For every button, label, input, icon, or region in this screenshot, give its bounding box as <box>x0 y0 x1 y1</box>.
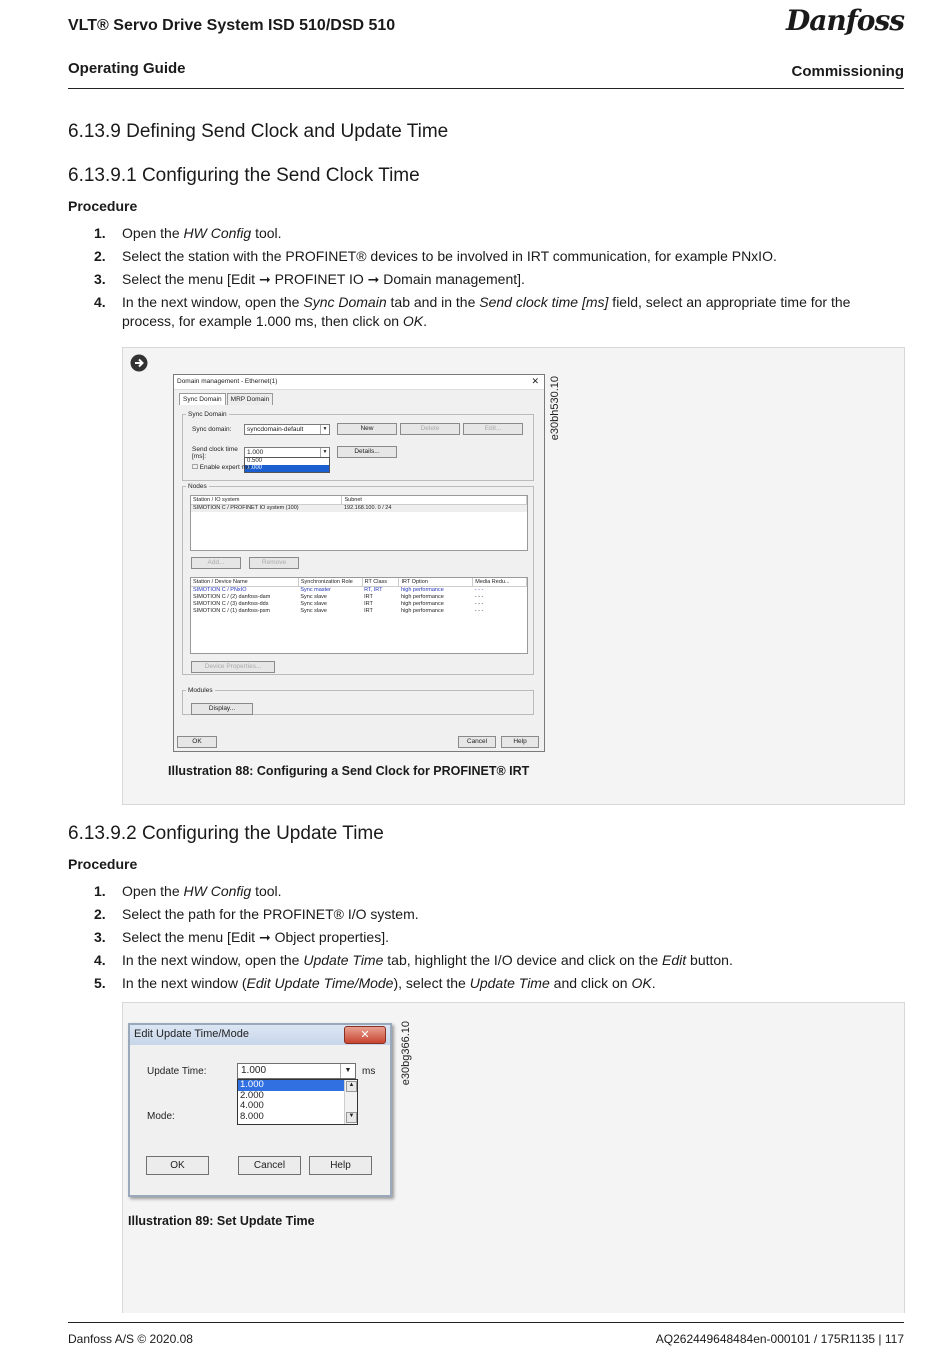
chevron-down-icon: ▼ <box>320 425 329 434</box>
cancel-button[interactable]: Cancel <box>238 1156 301 1175</box>
figure-88-caption: Illustration 88: Configuring a Send Clock for PROFINET® IRT <box>168 764 530 778</box>
delete-button[interactable]: Delete <box>400 423 460 435</box>
dropdown-option-selected[interactable]: 1.000 <box>238 1080 357 1091</box>
dialog-title: Domain management - Ethernet(1) <box>177 378 278 385</box>
footer-copyright: Danfoss A/S © 2020.08 <box>68 1332 193 1346</box>
danfoss-logo: Danfoss <box>785 4 904 37</box>
list-item: 2. Select the path for the PROFINET® I/O system. <box>94 906 419 922</box>
new-button[interactable]: New <box>337 423 397 435</box>
table-row[interactable]: SIMOTION C / PROFINET IO system (100) 192.168.100. 0 / 24 <box>191 505 527 513</box>
nodes-group: Nodes <box>182 483 534 675</box>
cancel-button[interactable]: Cancel <box>458 736 496 748</box>
unit-label: ms <box>362 1066 376 1077</box>
footer-divider <box>68 1322 904 1323</box>
domain-management-dialog <box>173 374 545 752</box>
heading-6-13-9-1: 6.13.9.1 Configuring the Send Clock Time <box>68 165 420 186</box>
header-divider <box>68 88 904 89</box>
dialog-titlebar <box>174 375 544 390</box>
dropdown-option[interactable]: 0.500 <box>247 458 263 464</box>
close-icon[interactable]: ✕ <box>344 1026 386 1044</box>
devices-table: Station / Device Name Synchronization Role RT Class IRT Option Media Redu... SIMOTION C / PNxIO Sync master RT, IRT high performance - - - SIMOTION C / (2) danfoss-dam Sync slave IRT high performance - - - SIMOTION C / (3) danfoss-dds Sync slave IRT high performance - - - SIMOTION C / (1) danfoss-psm Sync slave IRT high performance - - - <box>190 577 528 654</box>
table-row[interactable]: SIMOTION C / (1) danfoss-psm Sync slave IRT high performance - - - <box>193 608 484 614</box>
table-row[interactable]: SIMOTION C / (3) danfoss-dds Sync slave IRT high performance - - - <box>193 601 484 607</box>
sync-domain-select[interactable]: syncdomain-default ▼ <box>244 424 330 435</box>
figure-code: e30bh530.10 <box>549 376 561 441</box>
list-item: 3. Select the menu [Edit ➞ Object properties]. <box>94 929 389 945</box>
ok-button[interactable]: OK <box>146 1156 209 1175</box>
heading-6-13-9-2: 6.13.9.2 Configuring the Update Time <box>68 823 384 844</box>
update-time-label: Update Time: <box>147 1066 207 1077</box>
chevron-down-icon: ▼ <box>340 1064 355 1078</box>
dropdown-option[interactable]: 2.000 <box>240 1089 264 1101</box>
dropdown-option-selected[interactable]: 1.000 <box>245 465 329 472</box>
heading-6-13-9: 6.13.9 Defining Send Clock and Update Time <box>68 121 449 142</box>
close-icon[interactable]: ✕ <box>531 376 539 386</box>
update-time-select[interactable]: 1.000 ▼ <box>237 1063 356 1079</box>
figure-89-caption: Illustration 89: Set Update Time <box>128 1214 315 1228</box>
sync-domain-label: Sync domain: <box>192 426 232 433</box>
dropdown-option[interactable]: 8.000 <box>240 1110 264 1122</box>
remove-button[interactable]: Remove <box>249 557 299 569</box>
scroll-up-icon[interactable]: ▲ <box>346 1081 357 1092</box>
nodes-table: Station / IO system Subnet SIMOTION C / PROFINET IO system (100) 192.168.100. 0 / 24 <box>190 495 528 551</box>
section-name: Commissioning <box>791 63 904 80</box>
edit-update-time-dialog <box>128 1023 392 1197</box>
list-item: 2. Select the station with the PROFINET® devices to be involved in IRT communication, for example PNxIO. <box>94 248 777 264</box>
display-button[interactable]: Display... <box>191 703 253 715</box>
scroll-down-icon[interactable]: ▼ <box>346 1112 357 1123</box>
procedure-label-2: Procedure <box>68 856 138 872</box>
figure-88 <box>122 347 905 805</box>
chevron-down-icon: ▼ <box>320 448 329 457</box>
list-item: 4. In the next window, open the Update Time tab, highlight the I/O device and click on the Edit button. <box>94 952 733 968</box>
modules-group: Modules <box>182 687 534 715</box>
expert-mode-checkbox[interactable]: ☐ Enable expert mo <box>192 464 251 471</box>
figure-89 <box>122 1002 905 1313</box>
document-title: VLT® Servo Drive System ISD 510/DSD 510 <box>68 17 396 34</box>
procedure-label-1: Procedure <box>68 198 138 214</box>
table-row[interactable]: SIMOTION C / PNxIO Sync master RT, IRT high performance - - - <box>193 587 484 593</box>
update-time-steps <box>68 882 904 997</box>
tab-mrp-domain[interactable]: MRP Domain <box>227 393 274 405</box>
list-item: 4. In the next window, open the Sync Domain tab and in the Send clock time [ms] field, select an appropriate time for the process, for example 1.000 ms, then click on OK. <box>94 294 851 329</box>
mode-label: Mode: <box>147 1111 175 1122</box>
document-subtitle: Operating Guide <box>68 60 186 77</box>
update-time-dropdown[interactable] <box>237 1079 358 1125</box>
send-clock-select[interactable]: 1.000 ▼ <box>244 447 330 458</box>
add-button[interactable]: Add... <box>191 557 241 569</box>
ok-button[interactable]: OK <box>177 736 217 748</box>
dropdown-scrollbar[interactable] <box>344 1080 357 1124</box>
help-button[interactable]: Help <box>309 1156 372 1175</box>
figure-code: e30bg366.10 <box>400 1021 412 1086</box>
footer-doc-id: AQ262449648484en-000101 / 175R1135 | 117 <box>655 1332 904 1346</box>
device-properties-button[interactable]: Device Properties... <box>191 661 275 673</box>
tab-sync-domain[interactable]: Sync Domain <box>179 393 226 405</box>
list-item: 5. In the next window (Edit Update Time/Mode), select the Update Time and click on OK. <box>94 975 656 991</box>
send-clock-unit-label: [ms]: <box>192 453 207 460</box>
dropdown-option[interactable]: 4.000 <box>240 1100 264 1111</box>
send-clock-dropdown[interactable] <box>244 457 330 473</box>
edit-button[interactable]: Edit... <box>463 423 523 435</box>
arrow-circle-icon <box>130 354 148 372</box>
dialog-tabs <box>179 393 274 405</box>
send-clock-label: Send clock time <box>192 446 238 453</box>
table-row[interactable]: SIMOTION C / (2) danfoss-dam Sync slave IRT high performance - - - <box>193 594 484 600</box>
help-button[interactable]: Help <box>501 736 539 748</box>
dialog-titlebar <box>130 1025 390 1045</box>
sync-domain-group: Sync Domain <box>182 411 534 481</box>
send-clock-steps <box>68 224 904 335</box>
list-item: 1. Open the HW Config tool. <box>94 883 282 899</box>
dialog-title: Edit Update Time/Mode <box>134 1028 249 1040</box>
list-item: 3. Select the menu [Edit ➞ PROFINET IO ➞ Domain management]. <box>94 271 525 287</box>
list-item: 1. Open the HW Config tool. <box>94 225 282 241</box>
details-button[interactable]: Details... <box>337 446 397 458</box>
